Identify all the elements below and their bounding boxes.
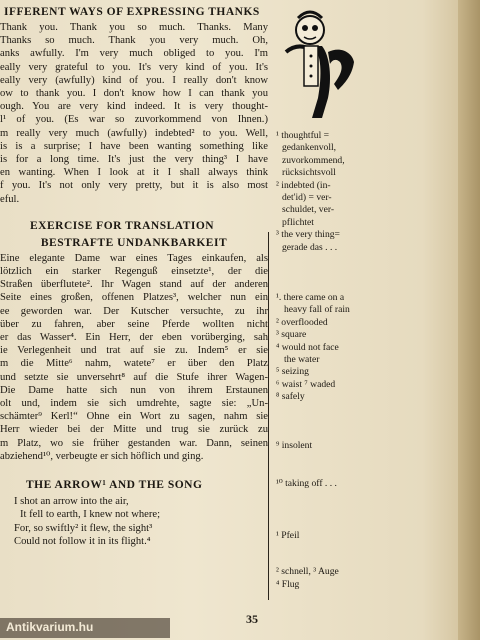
poem-line: Could not follow it in its flight.⁴ <box>14 535 151 547</box>
text-line: und setzte sie unversehrt⁸ auf die Stufe ihrer Wagen- <box>0 371 268 383</box>
poem-line: For, so swiftly² it flew, the sight³ <box>14 522 153 534</box>
glossary-line: ³ square <box>276 329 307 341</box>
glossary-line: ¹ thoughtful = <box>276 130 330 141</box>
text-line: Thank you. Thank you so much. Thanks. Many <box>0 22 268 33</box>
glossary-line: ² schnell, ³ Auge <box>276 566 339 578</box>
glossary-line: heavy fall of rain <box>284 304 350 316</box>
glossary-line: ⁴ Flug <box>276 578 300 590</box>
glossary-exercise <box>276 292 350 490</box>
poem-line: It fell to earth, I knew not where; <box>20 509 161 521</box>
glossary-line: zuvorkommend, <box>282 154 345 166</box>
glossary-line: ⁸ safely <box>276 391 305 403</box>
text-line: m die Mitte⁶ nahm, watete⁷ er über den Platz <box>0 358 268 370</box>
text-line: en wanting. When I look at it I shall always think <box>0 167 268 179</box>
poem-stanza <box>0 495 268 548</box>
glossary-poem <box>276 530 339 591</box>
text-line: ow to thank you. I don't know how I can thank you <box>0 88 268 100</box>
text-line: eally very (awfully) kind of you. I really don't know <box>0 74 268 86</box>
poem-title: THE ARROW¹ AND THE SONG <box>26 479 203 492</box>
glossary-line: ⁴ would not face <box>276 341 339 353</box>
glossary-line: ⁹ insolent <box>276 439 313 451</box>
text-line: Eine elegante Dame war eines Tages einkaufen, als <box>0 252 268 264</box>
watermark-stamp: Antikvarium.hu <box>0 618 170 638</box>
glossary-line: gedankenvoll, <box>282 142 337 154</box>
glossary-line: gerade das . . . <box>282 241 338 253</box>
main-text-column <box>0 6 268 548</box>
glossary-line: schuldet, ver- <box>282 204 335 216</box>
text-line: über zu fahren, aber seine Pferde wollten nicht <box>0 318 268 330</box>
text-line: f you. It's not only very pretty, but it is also most <box>0 180 268 192</box>
text-line: schämter⁹ Kerl!“ Ohne ein Wort zu sagen, nahm sie <box>0 411 268 423</box>
text-line: is for a long time. It's just the very thing³ I have <box>0 154 268 166</box>
column-divider <box>268 232 269 600</box>
poem-line: I shot an arrow into the air, <box>14 496 129 508</box>
text-line: m Platz, wo sie früher gestanden war. Dann, seinen <box>0 437 268 449</box>
text-line: m really very much (awfully) indebted² to you. Well, <box>0 127 268 139</box>
book-spine <box>458 0 480 640</box>
section-heading-thanks: IFFERENT WAYS OF EXPRESSING THANKS <box>4 6 260 18</box>
text-line: olt und, indem sie sich umdrehte, sagte sie: „Un- <box>0 398 268 410</box>
exercise-paragraph <box>0 252 268 463</box>
thanks-paragraph <box>0 21 268 206</box>
text-line: eally very grateful to you. It's very kind of you. It's <box>0 61 268 73</box>
glossary-line: pflichtet <box>282 216 314 228</box>
glossary-line: ² indebted (in- <box>276 179 331 191</box>
text-line: Seite eines großen, offenen Platzes³, welcher nun ein <box>0 292 268 304</box>
glossary-line: the water <box>284 354 320 366</box>
text-line: Die Dame hatte sich nun von ihrem Erstaunen <box>0 384 268 396</box>
text-line: Herr wieder bei der Mitte und trug sie zurück zu <box>0 424 268 436</box>
glossary-line: ⁶ waist ⁷ waded <box>276 378 336 390</box>
glossary-line: ³ the very thing= <box>276 229 340 241</box>
glossary-line: ¹. there came on a <box>276 292 345 303</box>
glossary-line: ¹ Pfeil <box>276 530 300 541</box>
text-line: abziehend¹⁰, verbeugte er sich höflich und ging. <box>0 450 204 462</box>
text-line: ie Verlegenheit und trat auf sie zu. Indem⁵ er sie <box>0 345 268 357</box>
text-line: eful. <box>0 193 20 205</box>
glossary-line: ¹⁰ taking off . . . <box>276 478 337 490</box>
text-line: ee geworden war. Der Kutscher versuchte, zu ihr <box>0 305 268 317</box>
glossary-thanks <box>276 130 345 254</box>
glossary-line: ⁵ seizing <box>276 366 309 378</box>
section-heading-exercise: EXERCISE FOR TRANSLATION <box>30 219 215 232</box>
text-line: Straßen überflutete². Ihr Wagen stand auf der anderen <box>0 279 268 291</box>
text-line: l¹ of you. (Es war so zuvorkommend von Ihnen.) <box>0 114 268 126</box>
glossary-line: det'id) = ver- <box>282 192 332 204</box>
text-line: is is a surprise; I have been wanting something like <box>0 140 268 152</box>
text-line: ough. You are very kind indeed. It is very thought- <box>0 101 268 113</box>
glossary-line: ² overflooded <box>276 316 328 328</box>
text-line: anks awfully. I'm very much obliged to you. I'm <box>0 48 268 60</box>
text-line: Thanks so much. Thank you very much. Oh, <box>0 35 268 47</box>
glossary-line: rücksichtsvoll <box>282 167 336 179</box>
page-number: 35 <box>246 612 258 626</box>
cartoon-figure-illustration <box>282 6 362 124</box>
story-title: BESTRAFTE UNDANKBARKEIT <box>40 236 228 249</box>
text-line: lötzlich ein starker Regenguß einsetzte¹, der die <box>0 266 268 278</box>
text-line: er das Wasser⁴. Ein Herr, der eben vorüberging, sah <box>0 332 268 344</box>
